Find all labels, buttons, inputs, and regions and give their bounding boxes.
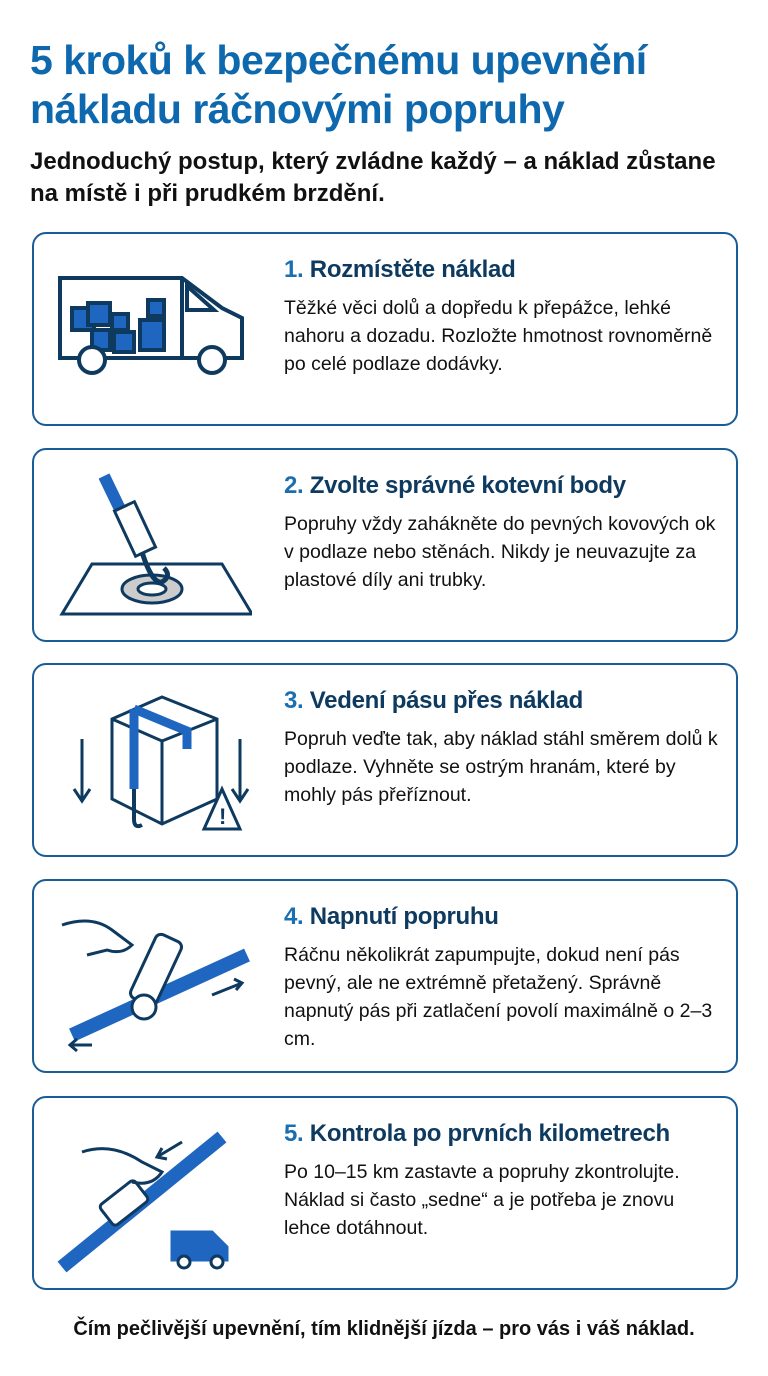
- step-title-text: Zvolte správné kotevní body: [309, 472, 626, 499]
- step-card-4: [32, 879, 738, 1073]
- step-number: 1.: [284, 256, 304, 283]
- step-text: Ráčnu několikrát zapumpujte, dokud není pás pevný, ale ne extrémně přetažený. Správně napnutý pás při zatlačení povolí maximálně o 2–3 cm.: [284, 944, 713, 1050]
- svg-text:!: !: [219, 804, 227, 829]
- page-title: 5 kroků k bezpečnému upevnění nákladu ráčnovými popruhy: [30, 37, 647, 132]
- step-card-3: [32, 663, 738, 857]
- step-number: 2.: [284, 472, 304, 499]
- step-title-text: Vedení pásu přes náklad: [309, 687, 584, 714]
- step-title-text: Kontrola po prvních kilometrech: [309, 1120, 670, 1147]
- step-title: [284, 899, 724, 935]
- step-title: [284, 468, 724, 504]
- step-text: Popruhy vždy zahákněte do pevných kovových ok v podlaze nebo stěnách. Nikdy je neuvazujte za plastové díly ani trubky.: [284, 513, 716, 591]
- strapped-box-icon: [52, 679, 252, 841]
- step-title-text: Napnutí popruhu: [309, 903, 499, 930]
- step-title-text: Rozmístěte náklad: [309, 256, 516, 283]
- step-title: [284, 1116, 724, 1152]
- step-text: Popruh veďte tak, aby náklad stáhl směrem dolů k podlaze. Vyhněte se ostrým hranám, které by mohly pás přeříznout.: [284, 728, 718, 806]
- anchor-hook-icon: [52, 464, 252, 626]
- step-number: 4.: [284, 903, 304, 930]
- step-text: Po 10–15 km zastavte a popruhy zkontrolujte. Náklad si často „sedne“ a je potřeba je znovu lehce dotáhnout.: [284, 1161, 680, 1239]
- van-cargo-icon: [52, 248, 252, 410]
- footer-note: Čím pečlivější upevnění, tím klidnější jízda – pro vás i váš náklad.: [73, 1318, 695, 1340]
- step-card-1: [32, 232, 738, 426]
- ratchet-tension-icon: [52, 895, 252, 1057]
- step-text: Těžké věci dolů a dopředu k přepážce, lehké nahoru a dozadu. Rozložte hmotnost rovnoměrně po celé podlaze dodávky.: [284, 297, 713, 375]
- step-title: [284, 252, 724, 288]
- step-card-2: [32, 448, 738, 642]
- step-title: [284, 683, 724, 719]
- step-card-5: [32, 1096, 738, 1290]
- step-number: 3.: [284, 687, 304, 714]
- subtitle: Jednoduchý postup, který zvládne každý – a náklad zůstane na místě i při prudkém brzdění.: [30, 148, 716, 207]
- step-number: 5.: [284, 1120, 304, 1147]
- check-strap-van-icon: [52, 1112, 252, 1274]
